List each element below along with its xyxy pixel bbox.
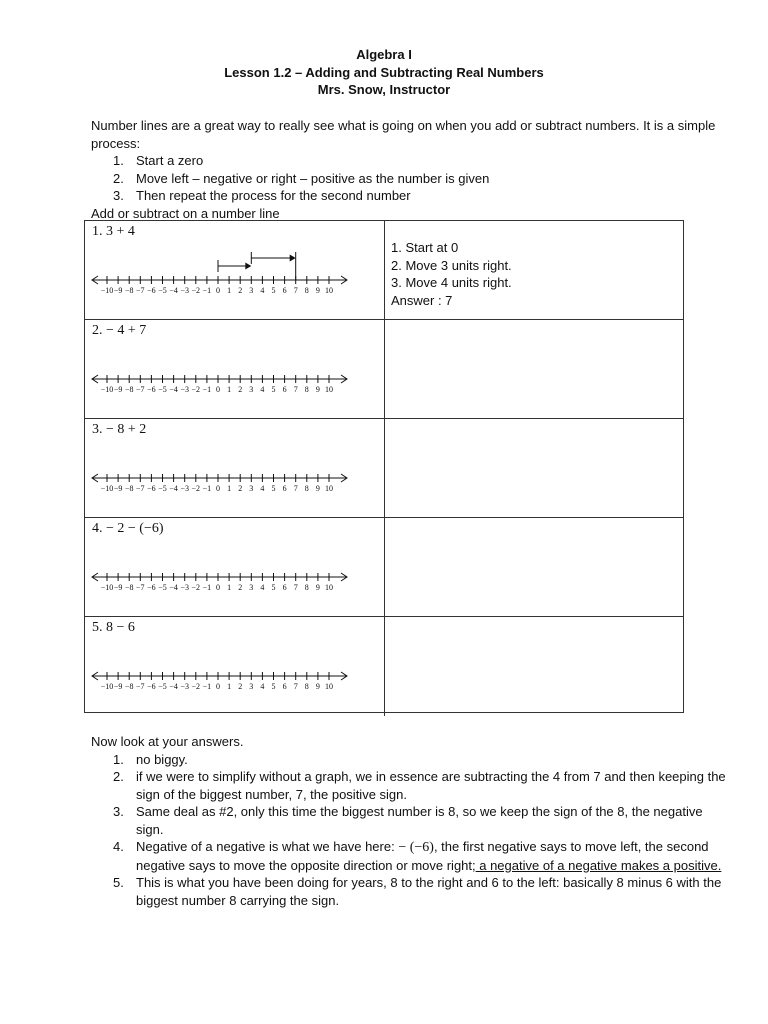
problems-table — [84, 220, 684, 713]
tick-label: −2 — [191, 286, 201, 295]
tick-label: 10 — [325, 484, 333, 493]
work-cell[interactable] — [385, 221, 683, 319]
tick-label: 6 — [282, 484, 287, 493]
tick-label: 3 — [249, 286, 254, 295]
step-text: Move left – negative or right – positive as the number is given — [136, 170, 490, 186]
tick-label: −3 — [180, 682, 189, 691]
tick-label: −10 — [100, 385, 114, 394]
process-step — [91, 170, 731, 188]
tick-label: −8 — [124, 682, 134, 691]
tick-label: 6 — [282, 286, 287, 295]
tick-label: 0 — [216, 682, 220, 691]
tick-label: 1 — [227, 682, 232, 691]
tick-label: 0 — [216, 583, 220, 592]
tick-label: 7 — [293, 484, 298, 493]
tick-label: −1 — [202, 682, 212, 691]
work-cell[interactable] — [385, 617, 683, 716]
instructor-name: Mrs. Snow, Instructor — [317, 82, 451, 97]
tick-label: 10 — [325, 583, 333, 592]
item-number: 4. — [113, 839, 124, 854]
tick-label: 8 — [304, 286, 309, 295]
conclusion-item — [91, 751, 731, 769]
tick-label: 5 — [271, 286, 276, 295]
item-text: , the first negative says to move left, the second negative says to move the opposite direction or move right; — [136, 839, 709, 873]
tick-label: 6 — [282, 583, 287, 592]
tick-label: 7 — [293, 286, 298, 295]
problem-cell — [85, 221, 385, 319]
intro-section — [91, 117, 731, 222]
tick-label: 8 — [304, 682, 309, 691]
tick-label: 4 — [260, 682, 265, 691]
tick-label: 5 — [271, 682, 276, 691]
tick-label: −7 — [136, 484, 145, 493]
answer-line: 1. Start at 0 — [391, 240, 459, 255]
conclusion-item — [91, 838, 731, 874]
tick-label: 3 — [249, 583, 254, 592]
problem-row — [85, 320, 683, 419]
tick-label: −6 — [147, 484, 156, 493]
tick-label: −7 — [136, 583, 145, 592]
tick-label: 4 — [260, 286, 265, 295]
tick-label: −5 — [158, 385, 167, 394]
tick-label: −9 — [113, 286, 123, 295]
tick-label: −4 — [169, 583, 178, 592]
jump-arrow-head — [290, 255, 296, 262]
tick-label: −2 — [191, 385, 201, 394]
item-number: 2. — [113, 769, 124, 784]
tick-label: 9 — [315, 385, 320, 394]
tick-label: −2 — [191, 484, 201, 493]
tick-label: 0 — [216, 385, 220, 394]
tick-label: 7 — [293, 385, 298, 394]
tick-label: 0 — [216, 484, 220, 493]
tick-label: −6 — [147, 583, 156, 592]
tick-label: 1 — [227, 484, 232, 493]
tick-label: 1 — [227, 286, 232, 295]
tick-label: −6 — [147, 682, 156, 691]
tick-label: 1 — [227, 583, 232, 592]
tick-label: −2 — [191, 583, 201, 592]
course-title: Algebra I — [356, 47, 412, 62]
problem-label: 3. − 8 + 2 — [92, 422, 147, 437]
item-number: 1. — [113, 751, 124, 767]
tick-label: −8 — [124, 286, 134, 295]
tick-label: 4 — [260, 484, 265, 493]
tick-label: −10 — [100, 286, 114, 295]
tick-label: 10 — [325, 385, 333, 394]
math-expression: − (−6) — [398, 840, 434, 855]
conclusion-section — [91, 733, 731, 909]
number-line — [85, 320, 385, 419]
step-number: 3. — [113, 188, 124, 203]
tick-label: 9 — [315, 682, 320, 691]
tick-label: −3 — [180, 583, 189, 592]
problem-row — [85, 617, 683, 716]
item-text: This is what you have been doing for years, 8 to the right and 6 to the left: basically 8 minus 6 with the biggest number 8 carrying the sign. — [136, 875, 722, 908]
step-number: 1. — [113, 153, 124, 168]
work-cell[interactable] — [385, 518, 683, 616]
tick-label: 8 — [304, 385, 309, 394]
tick-label: −9 — [113, 385, 123, 394]
tick-label: 10 — [325, 682, 333, 691]
tick-label: 3 — [249, 385, 254, 394]
tick-label: 5 — [271, 385, 276, 394]
tick-label: −4 — [169, 484, 178, 493]
tick-label: −3 — [180, 484, 189, 493]
tick-label: −4 — [169, 682, 178, 691]
intro-paragraph: Number lines are a great way to really see what is going on when you add or subtract numbers. It is a simple process: — [91, 118, 716, 151]
problem-label: 2. − 4 + 7 — [92, 323, 147, 338]
tick-label: −5 — [158, 682, 167, 691]
number-line — [85, 617, 385, 716]
tick-label: 9 — [315, 583, 320, 592]
jump-arrow-head — [245, 263, 251, 270]
tick-label: 9 — [315, 484, 320, 493]
tick-label: 3 — [249, 484, 254, 493]
tick-label: −1 — [202, 583, 212, 592]
problem-row — [85, 518, 683, 617]
tick-label: 8 — [304, 484, 309, 493]
process-step — [91, 187, 731, 205]
tick-label: 2 — [238, 682, 243, 691]
problem-cell — [85, 518, 385, 616]
tick-label: 4 — [260, 583, 265, 592]
tick-label: −7 — [136, 682, 145, 691]
tick-label: 5 — [271, 583, 276, 592]
step-text: Then repeat the process for the second number — [136, 188, 411, 203]
tick-label: 10 — [325, 286, 333, 295]
tick-label: −5 — [158, 583, 167, 592]
conclusion-item — [91, 803, 731, 838]
work-cell[interactable] — [385, 419, 683, 517]
tick-label: −8 — [124, 583, 134, 592]
tick-label: −5 — [158, 484, 167, 493]
tick-label: −3 — [180, 385, 189, 394]
lesson-title: Lesson 1.2 – Adding and Subtracting Real Numbers — [224, 64, 544, 80]
tick-label: −4 — [169, 286, 178, 295]
step-number: 2. — [113, 170, 124, 186]
tick-label: −3 — [180, 286, 189, 295]
conclusion-item — [91, 768, 731, 803]
step-text: Start a zero — [136, 153, 204, 168]
tick-label: 1 — [227, 385, 232, 394]
work-cell[interactable] — [385, 320, 683, 418]
item-text: Same deal as #2, only this time the biggest number is 8, so we keep the sign of the 8, the negative sign. — [136, 804, 703, 837]
tick-label: 0 — [216, 286, 220, 295]
tick-label: 2 — [238, 484, 243, 493]
tick-label: −1 — [202, 286, 212, 295]
problem-label: 4. − 2 − (−6) — [92, 521, 164, 536]
answer-line: 2. Move 3 units right. — [391, 257, 512, 273]
problem-cell — [85, 320, 385, 418]
tick-label: −7 — [136, 286, 145, 295]
tick-label: −9 — [113, 583, 123, 592]
item-number: 3. — [113, 804, 124, 819]
tick-label: 2 — [238, 583, 243, 592]
number-line — [85, 419, 385, 518]
process-step — [91, 152, 731, 170]
tick-label: 2 — [238, 385, 243, 394]
item-text: if we were to simplify without a graph, we in essence are subtracting the 4 from 7 and then keeping the sign of the biggest number, 7, the positive sign. — [136, 769, 726, 802]
tick-label: −1 — [202, 385, 212, 394]
tick-label: 5 — [271, 484, 276, 493]
number-line — [85, 518, 385, 617]
tick-label: −2 — [191, 682, 201, 691]
tick-label: −9 — [113, 484, 123, 493]
answer-line: Answer : 7 — [391, 292, 453, 308]
tick-label: −1 — [202, 484, 212, 493]
tick-label: −5 — [158, 286, 167, 295]
tick-label: −9 — [113, 682, 123, 691]
problem-label: 5. 8 − 6 — [92, 620, 135, 635]
problem-label: 1. 3 + 4 — [92, 224, 135, 239]
tick-label: −8 — [124, 385, 134, 394]
problem-row — [85, 221, 683, 320]
tick-label: 9 — [315, 286, 320, 295]
problem-cell — [85, 419, 385, 517]
answer-line: 3. Move 4 units right. — [391, 275, 512, 290]
tick-label: −4 — [169, 385, 178, 394]
problem-row — [85, 419, 683, 518]
problem-cell — [85, 617, 385, 716]
tick-label: 6 — [282, 682, 287, 691]
conclusion-list — [91, 751, 731, 910]
tick-label: 2 — [238, 286, 243, 295]
tick-label: 6 — [282, 385, 287, 394]
answer-steps — [391, 239, 512, 309]
tick-label: 7 — [293, 583, 298, 592]
item-number: 5. — [113, 875, 124, 890]
tick-label: −7 — [136, 385, 145, 394]
tick-label: 8 — [304, 583, 309, 592]
tick-label: −8 — [124, 484, 134, 493]
tick-label: −10 — [100, 682, 114, 691]
tick-label: 7 — [293, 682, 298, 691]
process-steps — [91, 152, 731, 205]
conclusion-item — [91, 874, 731, 909]
header — [0, 46, 768, 99]
tick-label: 3 — [249, 682, 254, 691]
tick-label: 4 — [260, 385, 265, 394]
number-line — [85, 221, 385, 320]
tick-label: −10 — [100, 583, 114, 592]
tick-label: −6 — [147, 286, 156, 295]
item-text: no biggy. — [136, 751, 188, 767]
conclusion-lead: Now look at your answers. — [91, 734, 244, 749]
item-text: Negative of a negative is what we have here: — [136, 839, 399, 854]
tick-label: −6 — [147, 385, 156, 394]
tick-label: −10 — [100, 484, 114, 493]
underlined-rule: a negative of a negative makes a positive. — [475, 857, 722, 873]
table-instruction: Add or subtract on a number line — [91, 205, 280, 221]
